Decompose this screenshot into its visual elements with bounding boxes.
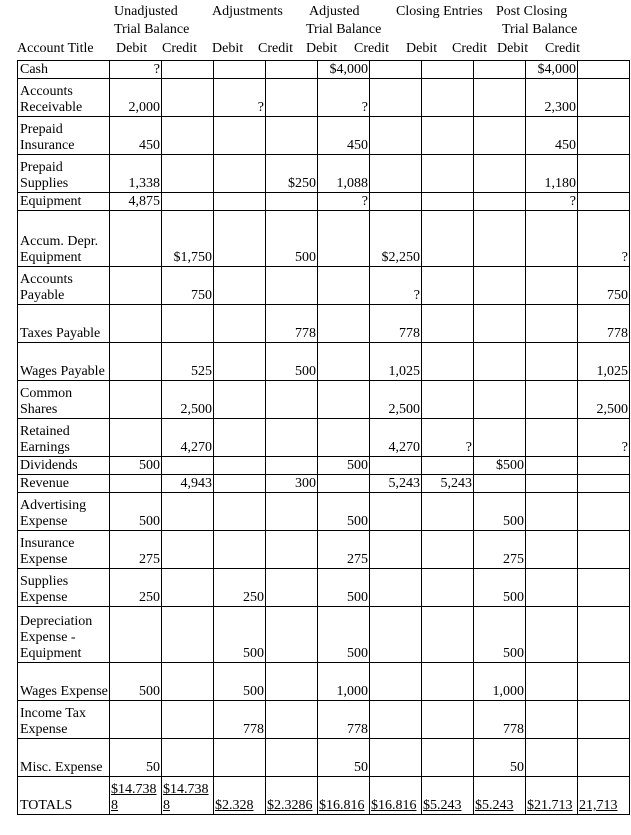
amount-cell <box>526 493 578 531</box>
account-title: Insurance Expense <box>18 531 110 569</box>
amount-cell: 750 <box>162 267 214 305</box>
amount-cell <box>474 267 526 305</box>
amount-cell <box>526 381 578 419</box>
amount-cell <box>578 155 630 193</box>
amount-cell <box>474 343 526 381</box>
amount-cell <box>214 419 266 457</box>
amount-cell: 1,088 <box>318 155 370 193</box>
amount-cell: 500 <box>214 663 266 701</box>
amount-cell <box>214 117 266 155</box>
table-row <box>18 569 630 607</box>
table-row <box>18 61 630 79</box>
amount-cell: 1,338 <box>110 155 162 193</box>
amount-cell <box>474 193 526 211</box>
amount-cell <box>422 569 474 607</box>
amount-cell <box>266 663 318 701</box>
amount-cell: 1,180 <box>526 155 578 193</box>
amount-cell <box>422 739 474 777</box>
column-label: Debit <box>306 41 338 56</box>
header-trial-balance-post-closing: Trial Balance <box>502 22 578 37</box>
amount-cell <box>266 61 318 79</box>
account-title: Accounts Payable <box>18 267 110 305</box>
amount-cell: 250 <box>110 569 162 607</box>
amount-cell: ? <box>318 79 370 117</box>
header-adjustments: Adjustments <box>212 4 283 19</box>
amount-cell <box>422 531 474 569</box>
amount-cell <box>578 607 630 663</box>
amount-cell <box>370 569 422 607</box>
amount-cell <box>266 457 318 475</box>
amount-cell: 5,243 <box>422 475 474 493</box>
column-label: Credit <box>452 41 487 56</box>
amount-cell <box>526 739 578 777</box>
table-row <box>18 739 630 777</box>
amount-cell <box>162 493 214 531</box>
amount-cell <box>214 381 266 419</box>
header-post-closing: Post Closing <box>496 4 568 19</box>
amount-cell <box>474 475 526 493</box>
worksheet-table <box>17 60 630 815</box>
amount-cell <box>266 531 318 569</box>
amount-cell <box>266 739 318 777</box>
amount-cell <box>214 475 266 493</box>
amount-cell: 778 <box>474 701 526 739</box>
amount-cell: ? <box>110 61 162 79</box>
account-title: Wages Payable <box>18 343 110 381</box>
amount-cell <box>266 79 318 117</box>
account-title: Common Shares <box>18 381 110 419</box>
amount-cell: 500 <box>110 493 162 531</box>
amount-cell <box>578 493 630 531</box>
amount-cell <box>370 61 422 79</box>
amount-cell: $2,250 <box>370 211 422 267</box>
account-title: Prepaid Insurance <box>18 117 110 155</box>
account-title: Advertising Expense <box>18 493 110 531</box>
amount-cell <box>266 117 318 155</box>
amount-cell <box>266 419 318 457</box>
amount-cell <box>370 739 422 777</box>
amount-cell <box>318 475 370 493</box>
amount-cell <box>526 419 578 457</box>
amount-cell: $500 <box>474 457 526 475</box>
amount-cell <box>526 305 578 343</box>
amount-cell <box>526 211 578 267</box>
amount-cell: 778 <box>578 305 630 343</box>
amount-cell <box>162 79 214 117</box>
amount-cell: ? <box>578 211 630 267</box>
totals-label: TOTALS <box>18 777 110 815</box>
amount-cell: 50 <box>110 739 162 777</box>
amount-cell <box>526 457 578 475</box>
total-cell: $16.816 <box>318 777 370 815</box>
amount-cell <box>474 211 526 267</box>
header-unadjusted: Unadjusted <box>114 4 178 19</box>
amount-cell <box>526 701 578 739</box>
amount-cell: $4,000 <box>526 61 578 79</box>
amount-cell <box>214 155 266 193</box>
amount-cell <box>266 607 318 663</box>
table-row <box>18 343 630 381</box>
amount-cell: 4,270 <box>162 419 214 457</box>
column-label: Debit <box>116 41 148 56</box>
amount-cell: 778 <box>214 701 266 739</box>
amount-cell <box>474 155 526 193</box>
amount-cell <box>318 381 370 419</box>
account-title: Accounts Receivable <box>18 79 110 117</box>
amount-cell: ? <box>578 419 630 457</box>
amount-cell <box>110 381 162 419</box>
amount-cell <box>422 607 474 663</box>
amount-cell <box>214 267 266 305</box>
header-trial-balance-adjusted: Trial Balance <box>306 22 382 37</box>
table-row <box>18 117 630 155</box>
amount-cell: 2,500 <box>370 381 422 419</box>
account-title: Prepaid Supplies <box>18 155 110 193</box>
totals-row <box>18 777 630 815</box>
amount-cell <box>370 193 422 211</box>
amount-cell <box>578 61 630 79</box>
amount-cell <box>526 475 578 493</box>
amount-cell <box>578 117 630 155</box>
amount-cell: 275 <box>318 531 370 569</box>
column-label: Credit <box>545 41 580 56</box>
amount-cell <box>526 343 578 381</box>
amount-cell: 250 <box>214 569 266 607</box>
amount-cell: 1,000 <box>474 663 526 701</box>
amount-cell <box>578 739 630 777</box>
amount-cell <box>422 193 474 211</box>
amount-cell <box>370 155 422 193</box>
table-row <box>18 607 630 663</box>
amount-cell <box>214 193 266 211</box>
table-row <box>18 155 630 193</box>
amount-cell <box>474 305 526 343</box>
amount-cell: 500 <box>214 607 266 663</box>
amount-cell: 500 <box>266 211 318 267</box>
amount-cell <box>422 79 474 117</box>
table-row <box>18 701 630 739</box>
amount-cell: ? <box>214 79 266 117</box>
amount-cell <box>370 701 422 739</box>
amount-cell <box>318 305 370 343</box>
amount-cell: 500 <box>318 457 370 475</box>
amount-cell: 500 <box>110 663 162 701</box>
account-title: Equipment <box>18 193 110 211</box>
amount-cell: 4,270 <box>370 419 422 457</box>
amount-cell: $4,000 <box>318 61 370 79</box>
amount-cell <box>422 701 474 739</box>
amount-cell: 500 <box>474 569 526 607</box>
amount-cell: $250 <box>266 155 318 193</box>
amount-cell <box>214 457 266 475</box>
amount-cell <box>578 663 630 701</box>
table-row <box>18 493 630 531</box>
amount-cell <box>110 607 162 663</box>
amount-cell: 1,000 <box>318 663 370 701</box>
amount-cell: 4,875 <box>110 193 162 211</box>
amount-cell: 2,500 <box>578 381 630 419</box>
amount-cell <box>474 381 526 419</box>
amount-cell <box>110 211 162 267</box>
amount-cell <box>578 79 630 117</box>
account-title: Revenue <box>18 475 110 493</box>
amount-cell: 500 <box>474 607 526 663</box>
amount-cell <box>110 343 162 381</box>
amount-cell: 450 <box>526 117 578 155</box>
amount-cell <box>370 117 422 155</box>
amount-cell <box>266 569 318 607</box>
amount-cell <box>526 607 578 663</box>
amount-cell <box>162 701 214 739</box>
amount-cell <box>266 381 318 419</box>
amount-cell <box>526 569 578 607</box>
column-label: Debit <box>212 41 244 56</box>
amount-cell <box>422 211 474 267</box>
amount-cell <box>110 701 162 739</box>
amount-cell <box>214 343 266 381</box>
amount-cell <box>474 117 526 155</box>
account-title: Supplies Expense <box>18 569 110 607</box>
amount-cell: 275 <box>474 531 526 569</box>
amount-cell <box>162 663 214 701</box>
amount-cell: 500 <box>266 343 318 381</box>
amount-cell <box>578 193 630 211</box>
table-row <box>18 457 630 475</box>
total-cell: $14.7388 <box>162 777 214 815</box>
table-row <box>18 419 630 457</box>
table-row <box>18 193 630 211</box>
amount-cell <box>474 61 526 79</box>
table-row <box>18 531 630 569</box>
amount-cell: ? <box>370 267 422 305</box>
column-label: Debit <box>497 41 529 56</box>
amount-cell: 778 <box>318 701 370 739</box>
account-title: Wages Expense <box>18 663 110 701</box>
table-row <box>18 267 630 305</box>
account-title: Accum. Depr. Equipment <box>18 211 110 267</box>
total-cell: $16.816 <box>370 777 422 815</box>
table-row <box>18 381 630 419</box>
amount-cell <box>370 607 422 663</box>
table-row <box>18 211 630 267</box>
amount-cell: 500 <box>318 607 370 663</box>
amount-cell: 778 <box>370 305 422 343</box>
amount-cell <box>318 267 370 305</box>
amount-cell <box>578 701 630 739</box>
amount-cell <box>266 701 318 739</box>
amount-cell <box>162 607 214 663</box>
amount-cell: $1,750 <box>162 211 214 267</box>
amount-cell: 2,300 <box>526 79 578 117</box>
amount-cell <box>422 663 474 701</box>
account-title: Cash <box>18 61 110 79</box>
amount-cell: 2,500 <box>162 381 214 419</box>
amount-cell: 5,243 <box>370 475 422 493</box>
amount-cell <box>162 155 214 193</box>
amount-cell: 500 <box>474 493 526 531</box>
amount-cell <box>526 531 578 569</box>
amount-cell <box>214 61 266 79</box>
amount-cell <box>370 663 422 701</box>
account-title: Dividends <box>18 457 110 475</box>
amount-cell <box>110 267 162 305</box>
amount-cell: 1,025 <box>370 343 422 381</box>
amount-cell <box>266 267 318 305</box>
amount-cell <box>162 61 214 79</box>
amount-cell <box>370 493 422 531</box>
amount-cell <box>318 211 370 267</box>
amount-cell: ? <box>422 419 474 457</box>
amount-cell: 50 <box>474 739 526 777</box>
amount-cell <box>214 211 266 267</box>
amount-cell <box>578 457 630 475</box>
total-cell: $21.713 <box>526 777 578 815</box>
amount-cell <box>162 569 214 607</box>
amount-cell <box>474 79 526 117</box>
amount-cell: 500 <box>110 457 162 475</box>
amount-cell: 500 <box>318 493 370 531</box>
amount-cell: 275 <box>110 531 162 569</box>
amount-cell: 750 <box>578 267 630 305</box>
total-cell: $2.3286 <box>266 777 318 815</box>
amount-cell <box>214 531 266 569</box>
amount-cell <box>162 305 214 343</box>
amount-cell <box>422 267 474 305</box>
amount-cell <box>110 305 162 343</box>
amount-cell <box>422 457 474 475</box>
total-cell: $2.328 <box>214 777 266 815</box>
total-cell: $5.243 <box>422 777 474 815</box>
amount-cell: 525 <box>162 343 214 381</box>
amount-cell: ? <box>318 193 370 211</box>
amount-cell <box>370 79 422 117</box>
amount-cell <box>526 267 578 305</box>
account-title: Depreciation Expense - Equipment <box>18 607 110 663</box>
amount-cell <box>578 475 630 493</box>
column-label: Credit <box>258 41 293 56</box>
account-title: Income Tax Expense <box>18 701 110 739</box>
table-row <box>18 475 630 493</box>
account-title: Misc. Expense <box>18 739 110 777</box>
amount-cell <box>526 663 578 701</box>
amount-cell <box>578 531 630 569</box>
table-row <box>18 79 630 117</box>
amount-cell <box>214 493 266 531</box>
table-row <box>18 663 630 701</box>
amount-cell <box>110 419 162 457</box>
amount-cell <box>266 493 318 531</box>
amount-cell: 778 <box>266 305 318 343</box>
amount-cell <box>162 739 214 777</box>
amount-cell <box>214 739 266 777</box>
amount-cell <box>162 531 214 569</box>
amount-cell <box>214 305 266 343</box>
header-closing-entries: Closing Entries <box>396 4 483 19</box>
amount-cell <box>422 155 474 193</box>
column-label: Debit <box>406 41 438 56</box>
amount-cell <box>162 193 214 211</box>
amount-cell <box>162 457 214 475</box>
total-cell: 21,713 <box>578 777 630 815</box>
amount-cell <box>110 475 162 493</box>
amount-cell <box>474 419 526 457</box>
amount-cell <box>422 61 474 79</box>
table-row <box>18 305 630 343</box>
total-cell: $14.7388 <box>110 777 162 815</box>
amount-cell <box>578 569 630 607</box>
account-title: Retained Earnings <box>18 419 110 457</box>
amount-cell: ? <box>526 193 578 211</box>
amount-cell <box>422 117 474 155</box>
amount-cell <box>422 493 474 531</box>
amount-cell: 50 <box>318 739 370 777</box>
amount-cell <box>370 531 422 569</box>
amount-cell <box>162 117 214 155</box>
amount-cell <box>318 419 370 457</box>
amount-cell: 4,943 <box>162 475 214 493</box>
account-title: Taxes Payable <box>18 305 110 343</box>
amount-cell: 300 <box>266 475 318 493</box>
amount-cell: 500 <box>318 569 370 607</box>
amount-cell: 450 <box>318 117 370 155</box>
amount-cell <box>422 305 474 343</box>
amount-cell: 450 <box>110 117 162 155</box>
header-trial-balance-unadjusted: Trial Balance <box>114 22 190 37</box>
header-account-title: Account Title <box>17 41 94 56</box>
column-label: Credit <box>354 41 389 56</box>
amount-cell <box>318 343 370 381</box>
amount-cell <box>422 343 474 381</box>
amount-cell <box>422 381 474 419</box>
amount-cell: 2,000 <box>110 79 162 117</box>
column-label: Credit <box>162 41 197 56</box>
amount-cell: 1,025 <box>578 343 630 381</box>
amount-cell <box>266 193 318 211</box>
total-cell: $5.243 <box>474 777 526 815</box>
header-adjusted: Adjusted <box>309 4 360 19</box>
amount-cell <box>370 457 422 475</box>
